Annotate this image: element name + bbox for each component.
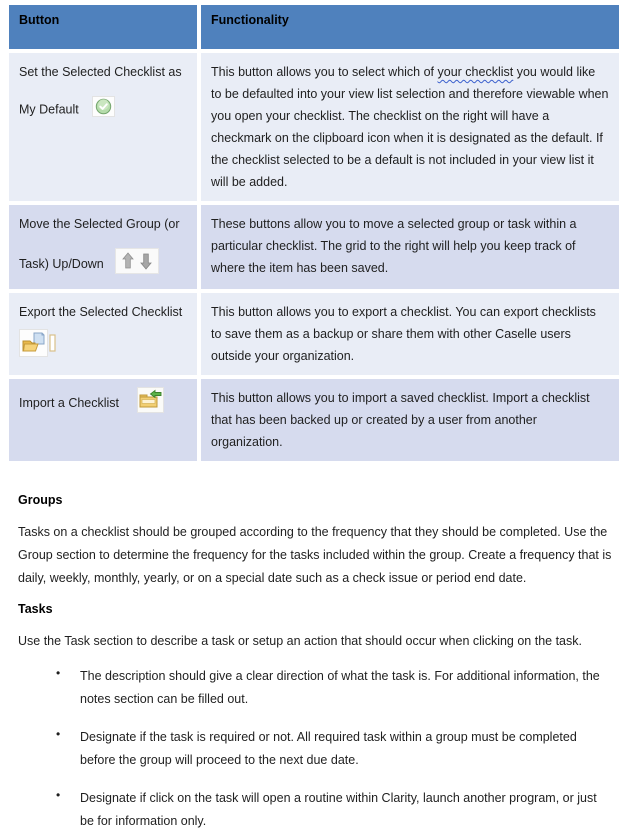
bullet-text: Designate if click on the task will open a routine within Clarity, launch another program, or just be for information only. bbox=[80, 791, 597, 828]
table-header-row bbox=[9, 5, 619, 49]
functionality-text: This button allows you to select which of bbox=[211, 65, 438, 79]
export-folder-icon bbox=[19, 329, 55, 364]
list-item bbox=[56, 726, 608, 772]
button-label-line1: Set the Selected Checklist as bbox=[19, 65, 182, 79]
functionality-cell: These buttons allow you to move a selected group or task within a particular checklist. The grid to the right will help you keep track of where the item has been saved. bbox=[201, 205, 619, 289]
button-cell bbox=[9, 293, 197, 375]
default-check-icon bbox=[92, 96, 115, 124]
button-label-line2: My Default bbox=[19, 96, 187, 124]
button-cell bbox=[9, 205, 197, 289]
button-label-line1: Move the Selected Group (or bbox=[19, 217, 180, 231]
bullet-text: Designate if the task is required or not. All required task within a group must be completed before the group will proceed to the next due date. bbox=[80, 730, 577, 767]
functionality-cell bbox=[201, 53, 619, 201]
header-cell-button: Button bbox=[9, 5, 197, 49]
bullet-text: The description should give a clear direction of what the task is. For additional information, the notes section can be filled out. bbox=[80, 669, 600, 706]
functionality-cell: This button allows you to import a saved checklist. Import a checklist that has been backed up or created by a user from another organization. bbox=[201, 379, 619, 461]
button-cell bbox=[9, 53, 197, 201]
table-row bbox=[9, 205, 619, 289]
button-label-line1: Export the Selected Checklist bbox=[19, 305, 183, 319]
groups-section-paragraph: Tasks on a checklist should be grouped according to the frequency that they should be completed. Use the Group section to determine the frequency for the tasks included within the group. Create a frequency that is daily, weekly, monthly, yearly, or on a special date such as a check issue or period end date. bbox=[18, 525, 612, 585]
table-row bbox=[9, 293, 619, 375]
document-body bbox=[18, 493, 612, 833]
tasks-section-intro: Use the Task section to describe a task or setup an action that should occur when clicking on the task. bbox=[18, 634, 582, 648]
bullet-marker bbox=[56, 665, 80, 711]
button-label-line1: Import a Checklist bbox=[19, 395, 120, 410]
tasks-section-heading: Tasks bbox=[18, 602, 53, 616]
functionality-text: you would like to be defaulted into your view list selection and therefore viewable when you open your checklist. The checklist on the right will have a checkmark on the clipboard icon when it is designated as the default. If the checklist selected to be a default is not included in your view list it will be added. bbox=[211, 65, 609, 189]
button-label-line2: Task) Up/Down bbox=[19, 248, 187, 281]
bullet-marker bbox=[56, 787, 80, 833]
table-row bbox=[9, 53, 619, 201]
list-item bbox=[56, 665, 608, 711]
button-functionality-table bbox=[5, 1, 623, 465]
bullet-marker bbox=[56, 726, 80, 772]
groups-section-heading: Groups bbox=[18, 493, 63, 507]
up-down-arrow-icons bbox=[115, 248, 159, 281]
list-item bbox=[56, 787, 608, 833]
table-row bbox=[9, 379, 619, 461]
header-cell-functionality: Functionality bbox=[201, 5, 619, 49]
tasks-bullet-list bbox=[18, 665, 608, 833]
functionality-cell: This button allows you to export a checklist. You can export checklists to save them as a backup or share them with other Caselle users outside your organization. bbox=[201, 293, 619, 375]
document-page bbox=[0, 1, 624, 828]
import-folder-icon bbox=[137, 387, 164, 420]
button-cell bbox=[9, 379, 197, 461]
spellcheck-squiggle-text: your checklist bbox=[437, 65, 514, 79]
